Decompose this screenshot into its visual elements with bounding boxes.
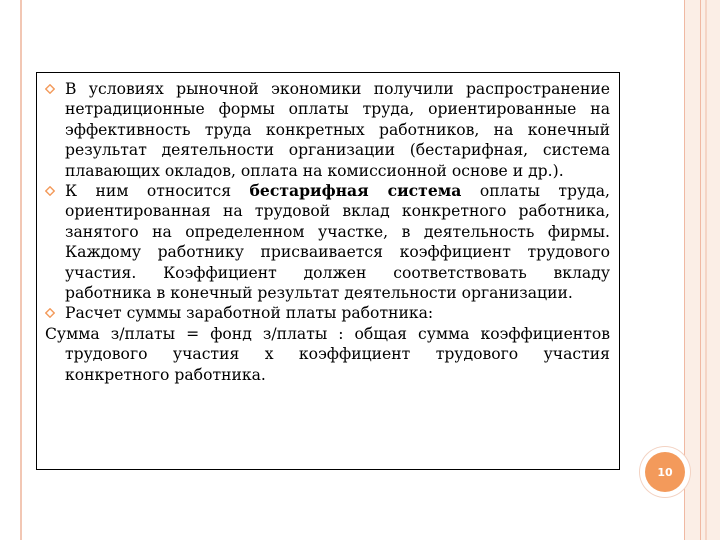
salary-formula: Сумма з/платы = фонд з/платы : общая сумма коэффициентов трудового участия х коэффициент трудового участия конкретного работника. (45, 324, 610, 384)
page-number-badge (640, 447, 690, 497)
bullet-3-text: Расчет суммы заработной платы работника: (65, 304, 434, 323)
left-decorative-line (20, 0, 22, 540)
right-decorative-band (684, 0, 720, 540)
bullet-1-text: В условиях рыночной экономики получили распространение нетрадиционные формы оплаты труда, ориентированные на эффективность труда конкретных работников, на конечный результат деятельности организации (бестарифная, система плавающих окладов, оплата на комиссионной основе и др.). (65, 80, 610, 180)
bullet-2-text-end: оплаты труда, ориентированная на трудовой вклад конкретного работника, занятого на определенном участке, в деятельность фирмы. Каждому работнику присваивается коэффициент трудового участия. Коэффициент должен соответствовать вкладу работника в конечный результат деятельности организации. (65, 182, 611, 303)
bullet-item-1 (45, 79, 610, 181)
slide-text (45, 79, 610, 385)
bullet-2-bold-term: бестарифная система (249, 181, 462, 201)
diamond-outline-icon (45, 84, 55, 94)
diamond-outline-icon (45, 186, 55, 196)
bullet-item-2 (45, 181, 610, 303)
slide-content-box (36, 72, 620, 470)
diamond-outline-icon (45, 308, 55, 318)
bullet-2-text-start: К ним относится (65, 182, 250, 201)
right-decorative-line (705, 0, 707, 540)
bullet-item-3 (45, 303, 610, 323)
page-number: 10 (645, 452, 685, 492)
right-decorative-line (700, 0, 701, 540)
